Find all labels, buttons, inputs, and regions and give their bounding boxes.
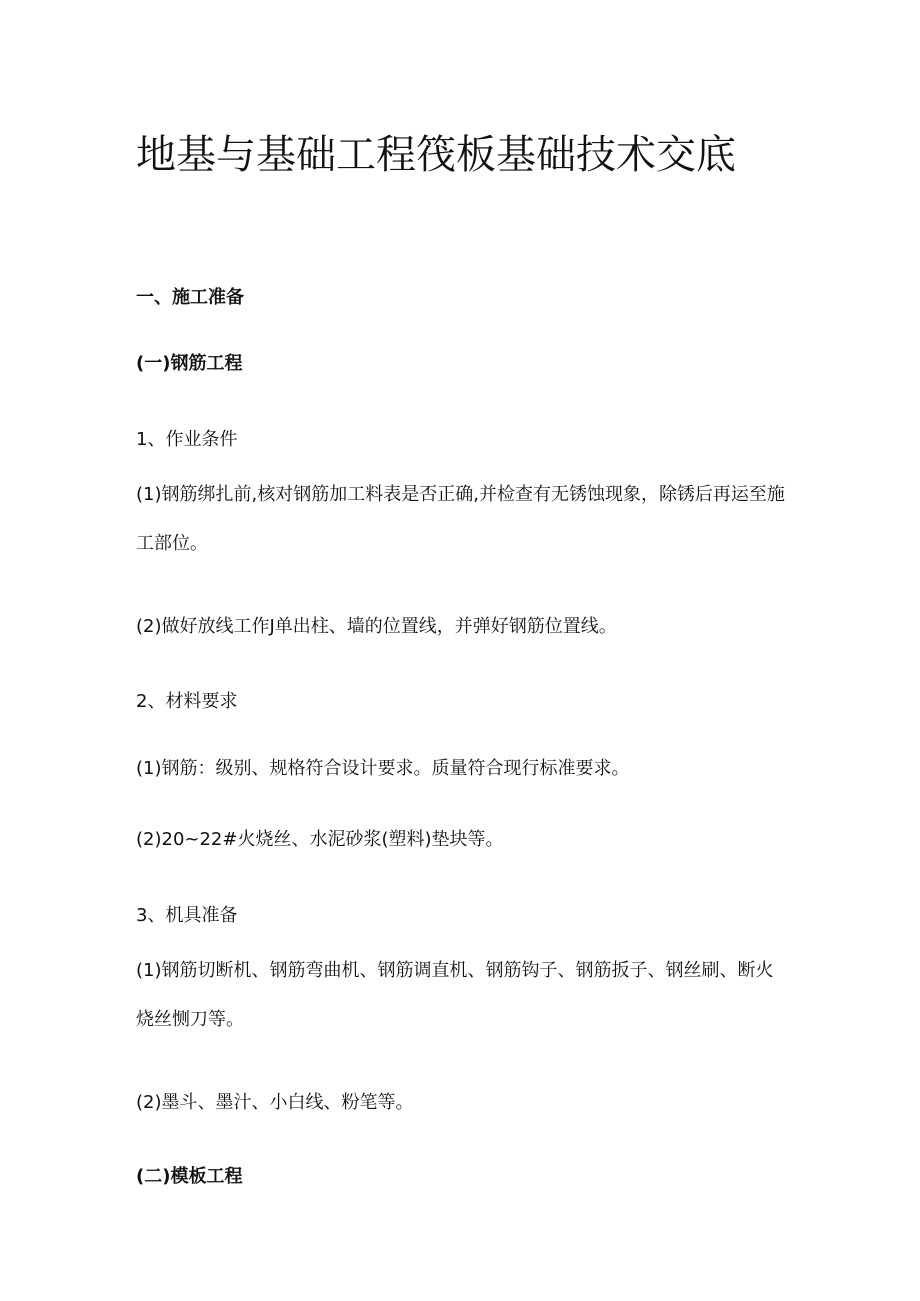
working-conditions-paragraph-2: (2)做好放线工作J单出柱、墙的位置线，并弹好钢筋位置线。	[136, 616, 617, 637]
subsection-heading-reinforcement-work: (一)钢筋工程	[136, 353, 243, 374]
equipment-preparation-paragraph-2: (2)墨斗、墨汁、小白线、粉笔等。	[136, 1092, 414, 1113]
section-heading-construction-preparation: 一、施工准备	[136, 287, 244, 308]
material-requirements-paragraph-1: (1)钢筋：级别、规格符合设计要求。质量符合现行标准要求。	[136, 758, 630, 779]
document-title: 地基与基础工程筏板基础技术交底	[136, 132, 736, 178]
item-heading-equipment-preparation: 3、机具准备	[136, 905, 238, 926]
item-heading-material-requirements: 2、材料要求	[136, 691, 238, 712]
material-requirements-paragraph-2: (2)20~22#火烧丝、水泥砂浆(塑料)垫块等。	[136, 829, 504, 850]
working-conditions-paragraph-1: (1)钢筋绑扎前,核对钢筋加工料表是否正确,并检查有无锈蚀现象，除锈后再运至施工部位。	[136, 484, 785, 554]
item-heading-working-conditions: 1、作业条件	[136, 429, 238, 450]
equipment-preparation-paragraph-1: (1)钢筋切断机、钢筋弯曲机、钢筋调直机、钢筋钩子、钢筋扳子、钢丝刷、断火烧丝恻刀等。	[136, 960, 774, 1030]
subsection-heading-formwork: (二)模板工程	[136, 1166, 243, 1187]
